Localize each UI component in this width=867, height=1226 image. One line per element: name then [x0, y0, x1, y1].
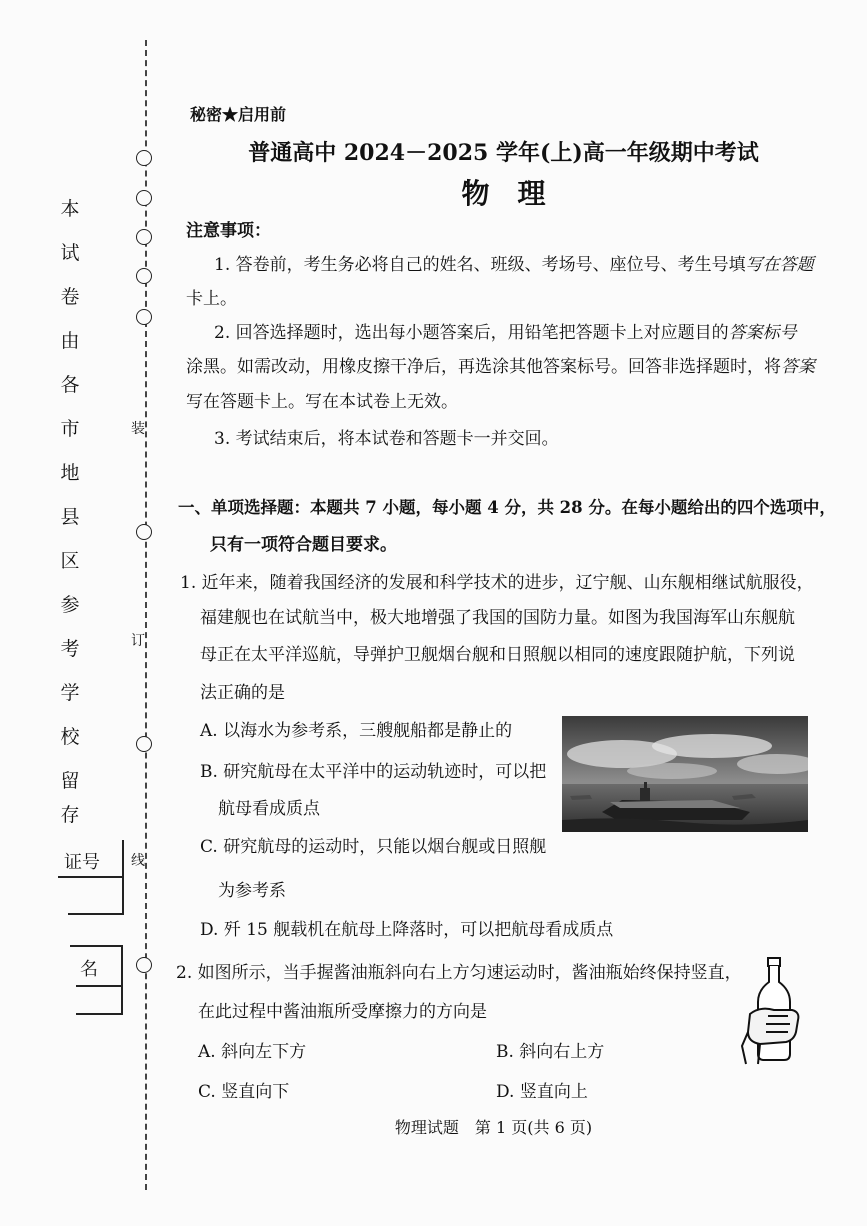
binding-hole [136, 268, 152, 284]
side-char: 本 [60, 198, 80, 220]
question-1-text: 法正确的是 [200, 683, 285, 703]
subject-title: 物 理 [461, 177, 546, 210]
question-2-option-d: D. 竖直向上 [496, 1082, 588, 1102]
binding-cut-line [145, 40, 147, 1190]
id-box-line [122, 840, 124, 915]
question-2-option-a: A. 斜向左下方 [198, 1042, 307, 1062]
name-box-line [70, 945, 122, 947]
side-char: 存 [60, 804, 80, 826]
side-char: 参 [60, 594, 80, 616]
binding-hole [136, 524, 152, 540]
question-1-text: 1. 近年来，随着我国经济的发展和科学技术的进步，辽宁舰、山东舰相继试航服役， [180, 573, 814, 593]
side-char: 由 [60, 330, 80, 352]
question-1-text: 母正在太平洋巡航，导弹护卫舰烟台舰和日照舰以相同的速度跟随护航，下列说 [200, 645, 795, 665]
binding-char-zhuang: 装 [131, 418, 145, 438]
side-char: 区 [60, 550, 80, 572]
notice-item-2-cont [186, 352, 815, 377]
aircraft-carrier-photo [562, 716, 808, 832]
question-1-option-c: C. 研究航母的运动时，只能以烟台舰或日照舰 [200, 837, 547, 857]
binding-hole [136, 957, 152, 973]
name-box-line [76, 1013, 122, 1015]
notice-handwriting: 答案 [781, 357, 815, 377]
exam-title: 普通高中 2024－2025 学年(上)高一年级期中考试 [248, 140, 759, 166]
side-char: 试 [60, 242, 80, 264]
question-1-option-b: B. 研究航母在太平洋中的运动轨迹时，可以把 [200, 762, 547, 782]
side-char: 县 [60, 506, 80, 528]
binding-char-ding: 订 [131, 630, 145, 650]
section-heading-cont: 只有一项符合题目要求。 [210, 535, 397, 555]
notice-handwriting: 写在答题 [745, 255, 814, 275]
confidential-mark: 秘密★启用前 [190, 105, 287, 124]
notice-item-2-cont: 写在答题卡上。写在本试卷上无效。 [186, 392, 458, 412]
id-number-label: 证号 [64, 852, 100, 873]
question-2-text: 2. 如图所示，当手握酱油瓶斜向右上方匀速运动时，酱油瓶始终保持竖直， [176, 963, 742, 983]
section-heading: 一、单项选择题：本题共 7 小题，每小题 4 分，共 28 分。在每小题给出的四个选项中， [178, 498, 836, 517]
notice-text: 2. 回答选择题时，选出每小题答案后，用铅笔把答题卡上对应题目的 [214, 323, 729, 343]
notice-item-1-cont: 卡上。 [186, 289, 237, 309]
side-char: 留 [60, 770, 80, 792]
question-1-text: 福建舰也在试航当中，极大地增强了我国的国防力量。如图为我国海军山东舰航 [200, 608, 795, 628]
page-footer: 物理试题 第 1 页(共 6 页) [394, 1118, 593, 1137]
notice-item-2 [214, 318, 797, 343]
side-char: 考 [60, 638, 80, 660]
name-box-line [76, 985, 122, 987]
side-char: 市 [60, 418, 80, 440]
notice-text: 1. 答卷前，考生务必将自己的姓名、班级、考场号、座位号、考生号填 [214, 255, 746, 275]
id-box-line [58, 876, 124, 878]
question-1-option-c-cont: 为参考系 [218, 881, 286, 901]
question-2-text: 在此过程中酱油瓶所受摩擦力的方向是 [198, 1002, 487, 1022]
notice-item-1 [214, 250, 814, 275]
question-1-option-d: D. 歼 15 舰载机在航母上降落时，可以把航母看成质点 [200, 920, 614, 940]
question-1-option-a: A. 以海水为参考系，三艘舰船都是静止的 [200, 721, 513, 741]
side-char: 地 [60, 462, 80, 484]
question-2-option-c: C. 竖直向下 [198, 1082, 290, 1102]
question-1-option-b-cont: 航母看成质点 [218, 799, 320, 819]
name-box-line [121, 945, 123, 1015]
binding-hole [136, 229, 152, 245]
name-label: 名 [80, 959, 98, 980]
question-2-option-b: B. 斜向右上方 [496, 1042, 605, 1062]
side-char: 各 [60, 374, 80, 396]
hand-holding-bottle-icon [740, 954, 806, 1066]
binding-char-xian: 线 [131, 850, 145, 870]
notice-item-3: 3. 考试结束后，将本试卷和答题卡一并交回。 [214, 429, 559, 449]
notice-text: 涂黑。如需改动，用橡皮擦干净后，再选涂其他答案标号。回答非选择题时，将 [186, 357, 781, 377]
notice-handwriting: 答案标号 [728, 323, 797, 343]
side-char: 学 [60, 682, 80, 704]
side-char: 卷 [60, 286, 80, 308]
id-box-line [68, 913, 124, 915]
binding-hole [136, 736, 152, 752]
side-char: 校 [60, 726, 80, 748]
notice-heading: 注意事项： [186, 221, 271, 241]
binding-hole [136, 309, 152, 325]
